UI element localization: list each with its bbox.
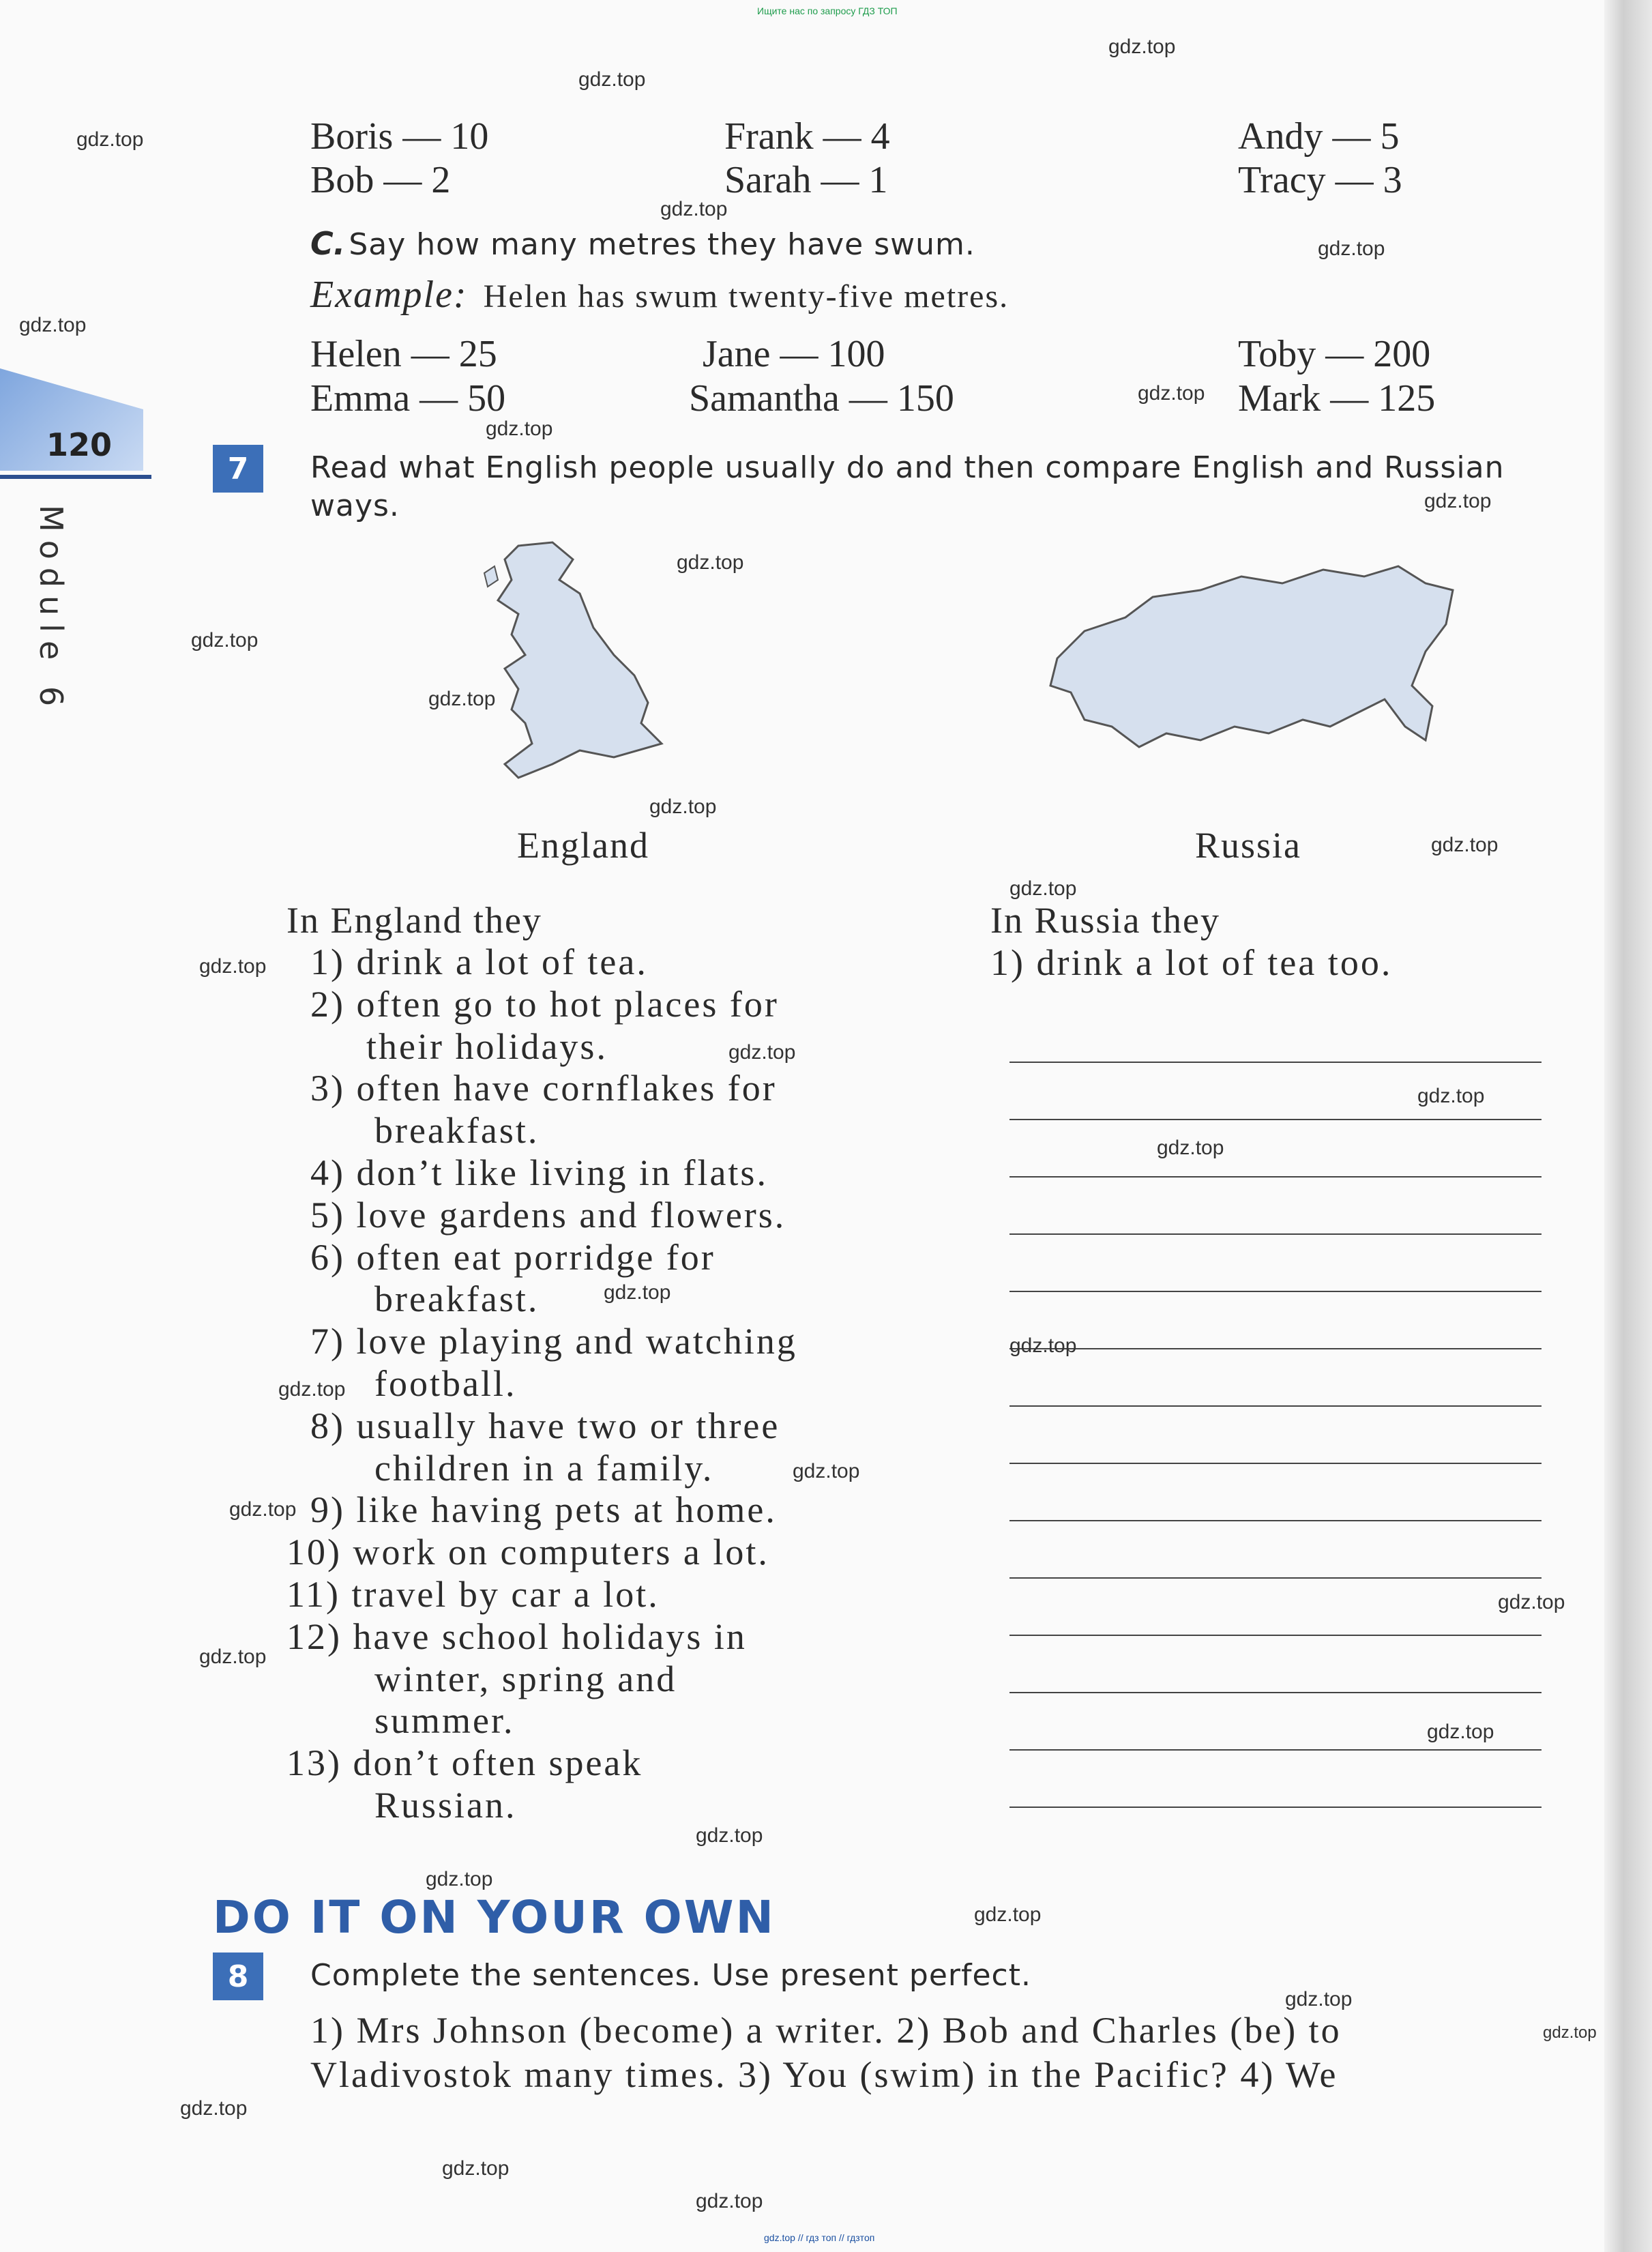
watermark: gdz.top: [19, 314, 87, 336]
watermark: gdz.top: [229, 1498, 297, 1521]
numbers-cell: Sarah — 1: [724, 159, 888, 201]
watermark: gdz.top: [1427, 1721, 1494, 1743]
watermark: gdz.top: [191, 629, 259, 652]
russia-label: Russia: [1195, 825, 1302, 866]
numbers-cell: Boris — 10: [310, 115, 489, 158]
list-item: breakfast.: [374, 1110, 540, 1152]
swim-cell: Samantha — 150: [689, 377, 954, 420]
list-item: 8) usually have two or three: [310, 1405, 780, 1446]
watermark: gdz.top: [1108, 35, 1176, 58]
watermark: gdz.top: [1157, 1137, 1224, 1159]
watermark: gdz.top: [199, 1646, 267, 1668]
russia-shape: [1050, 566, 1453, 747]
numbers-cell: Tracy — 3: [1238, 159, 1402, 201]
watermark: gdz.top: [649, 795, 717, 818]
list-item: 6) often eat porridge for: [310, 1236, 716, 1278]
watermark: gdz.top: [696, 1824, 763, 1847]
numbers-cell: Bob — 2: [310, 159, 451, 201]
page-number-rule: [0, 475, 151, 479]
island-shape: [484, 566, 498, 587]
watermark: gdz.top: [442, 2157, 510, 2180]
watermark: gdz.top: [1009, 1334, 1077, 1357]
answer-line[interactable]: [1009, 1176, 1542, 1178]
list-item: winter, spring and: [374, 1658, 677, 1699]
header-note: Ищите нас по запросу ГДЗ ТОП: [757, 5, 898, 16]
module-label: Module 6: [33, 505, 70, 715]
page-number: 120: [46, 426, 113, 463]
answer-line[interactable]: [1009, 1233, 1542, 1235]
england-list: [286, 941, 797, 1827]
task-c-letter: C.: [310, 225, 346, 262]
watermark: gdz.top: [660, 198, 728, 220]
list-item: football.: [374, 1362, 517, 1404]
answer-line[interactable]: [1009, 1348, 1542, 1349]
england-label: England: [517, 825, 649, 866]
russia-item-1: 1) drink a lot of tea too.: [990, 942, 1393, 983]
russia-heading: In Russia they: [990, 900, 1220, 941]
watermark: gdz.top: [1318, 237, 1385, 260]
watermark: gdz.top: [578, 68, 646, 91]
watermark: gdz.top: [793, 1460, 860, 1482]
watermark: gdz.top: [1009, 877, 1077, 900]
swim-cell: Toby — 200: [1238, 333, 1431, 375]
swim-cell: Mark — 125: [1238, 377, 1436, 420]
england-shape: [498, 542, 662, 778]
watermark: gdz.top: [1138, 382, 1205, 405]
watermark: gdz.top: [696, 2190, 763, 2212]
answer-line[interactable]: [1009, 1463, 1542, 1464]
watermark: gdz.top: [199, 955, 267, 978]
task-8-line-1: 1) Mrs Johnson (become) a writer. 2) Bob and Charles (be) to: [310, 2010, 1342, 2051]
task-7-number: 7: [213, 445, 263, 493]
page-binding-shadow: [1604, 0, 1652, 2252]
list-item: breakfast.: [374, 1278, 540, 1320]
answer-line[interactable]: [1009, 1062, 1542, 1063]
swim-cell: Jane — 100: [703, 333, 885, 375]
task-c-example: [310, 273, 1009, 317]
list-item: Russian.: [374, 1784, 517, 1826]
watermark: gdz.top: [180, 2097, 248, 2120]
watermark: gdz.top: [76, 128, 144, 151]
list-item: 13) don’t often speak: [286, 1742, 643, 1784]
watermark: gdz.top: [1431, 834, 1499, 856]
list-item: 12) have school holidays in: [286, 1615, 747, 1657]
footer-note: gdz.top // гдз топ // гдзтоп: [764, 2232, 875, 2243]
list-item: 2) often go to hot places for: [310, 983, 779, 1025]
russia-map: [1044, 556, 1466, 781]
answer-line[interactable]: [1009, 1405, 1542, 1407]
england-heading: In England they: [286, 900, 542, 941]
watermark: gdz.top: [428, 688, 496, 710]
list-item: 9) like having pets at home.: [310, 1489, 777, 1531]
watermark: gdz.top: [728, 1041, 796, 1064]
answer-line[interactable]: [1009, 1291, 1542, 1292]
watermark: gdz.top: [677, 551, 744, 574]
list-item: 3) often have cornflakes for: [310, 1068, 777, 1109]
numbers-cell: Frank — 4: [724, 115, 890, 158]
list-item: 4) don’t like living in flats.: [310, 1152, 768, 1193]
watermark: gdz.top: [1424, 490, 1492, 512]
numbers-cell: Andy — 5: [1238, 115, 1400, 158]
list-item: children in a family.: [374, 1447, 714, 1489]
task-8-number: 8: [213, 1953, 263, 2000]
answer-line[interactable]: [1009, 1807, 1542, 1808]
task-8-text: Complete the sentences. Use present perfect.: [310, 1958, 1031, 1993]
task-8-line-2: Vladivostok many times. 3) You (swim) in the Pacific? 4) We: [310, 2054, 1338, 2095]
answer-line[interactable]: [1009, 1635, 1542, 1636]
example-label: Example:: [310, 274, 468, 316]
watermark: gdz.top: [1417, 1085, 1485, 1107]
list-item: 5) love gardens and flowers.: [310, 1194, 786, 1235]
list-item: 11) travel by car a lot.: [286, 1573, 660, 1615]
swim-cell: Emma — 50: [310, 377, 506, 420]
list-item: 10) work on computers a lot.: [286, 1532, 769, 1573]
england-map: [477, 539, 696, 785]
watermark: gdz.top: [426, 1868, 493, 1890]
answer-line[interactable]: [1009, 1749, 1542, 1751]
task-c-instruction: [310, 225, 975, 262]
section-heading: DO IT ON YOUR OWN: [213, 1891, 776, 1944]
list-item: their holidays.: [366, 1025, 608, 1067]
swim-cell: Helen — 25: [310, 333, 497, 375]
watermark: gdz.top: [278, 1378, 346, 1401]
list-item: 7) love playing and watching: [310, 1321, 797, 1362]
task-c-text: Say how many metres they have swum.: [349, 227, 975, 262]
watermark: gdz.top: [974, 1903, 1042, 1926]
watermark: gdz.top: [486, 418, 553, 440]
task-7-text: Read what English people usually do and then compare English and Russian: [310, 450, 1505, 485]
task-7-text-cont: ways.: [310, 488, 400, 523]
watermark: gdz.top: [1543, 2023, 1597, 2042]
watermark: gdz.top: [1498, 1591, 1565, 1613]
watermark: gdz.top: [1285, 1988, 1353, 2010]
list-item: summer.: [374, 1700, 515, 1742]
list-item: 1) drink a lot of tea.: [310, 941, 648, 982]
watermark: gdz.top: [604, 1281, 671, 1304]
answer-line[interactable]: [1009, 1119, 1542, 1120]
answer-line[interactable]: [1009, 1520, 1542, 1521]
answer-line[interactable]: [1009, 1692, 1542, 1693]
answer-line[interactable]: [1009, 1577, 1542, 1579]
example-text: Helen has swum twenty-five metres.: [483, 278, 1009, 315]
